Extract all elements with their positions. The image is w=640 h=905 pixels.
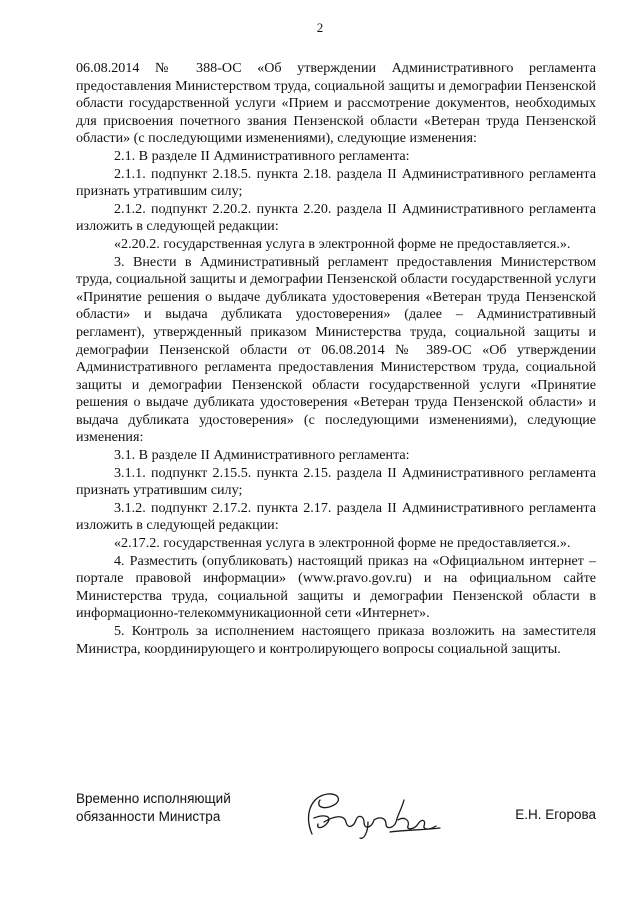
paragraph-5: 5. Контроль за исполнением настоящего приказа возложить на заместителя Министра, координирующего и контролирующего вопросы социальной защиты. <box>76 623 596 657</box>
page-number: 2 <box>316 20 324 35</box>
paragraph-3-1: 3.1. В разделе II Административного регламента: <box>114 447 410 464</box>
signature-block <box>76 786 596 846</box>
signatory-name: Е.Н. Егорова <box>515 807 596 822</box>
handwritten-signature <box>294 786 444 844</box>
signatory-title-line2: обязанности Министра <box>76 809 221 824</box>
paragraph-4: 4. Разместить (опубликовать) настоящий приказ на «Официальном интернет – портале правовой информации» (www.pravo.gov.ru) и на официальном сайте Министерства труда, социальной защиты и демографии Пензенской области в информационно-телекоммуникационной сети «Интернет». <box>76 552 596 622</box>
paragraph-3-1-1: 3.1.1. подпункт 2.15.5. пункта 2.15. раздела II Административного регламента признать утратившим силу; <box>76 464 596 499</box>
paragraph-quote-2-17-2: «2.17.2. государственная услуга в электронной форме не предоставляется.». <box>114 535 571 552</box>
document-body <box>76 60 596 658</box>
signatory-title <box>76 790 231 826</box>
paragraph-3: 3. Внести в Административный регламент предоставления Министерством труда, социальной защиты и демографии Пензенской области государственной услуги «Принятие решения о выдаче дубликата удостоверения «Ветеран труда Пензенской области» и выдача дубликата удостоверения» (далее – Административный регламент), утвержденный приказом Министерства труда, социальной защиты и демографии Пензенской области от 06.08.2014 № 389-ОС «Об утверждении Административного регламента предоставления Министерством труда, социальной защиты и демографии Пензенской области государственной услуги «Принятие решения о выдаче дубликата удостоверения «Ветеран труда Пензенской области» и выдача дубликата удостоверения» (с последующими изменениями), следующие изменения: <box>76 253 596 446</box>
paragraph-continuation: 06.08.2014 № 388-ОС «Об утверждении Административного регламента предоставления Министерством труда, социальной защиты и демографии Пензенской области государственной услуги «Прием и рассмотрение документов, необходимых для присвоения почетного звания Пензенской области «Ветеран труда Пензенской области» (с последующими изменениями), следующие изменения: <box>76 60 596 147</box>
signatory-title-line1: Временно исполняющий <box>76 791 231 806</box>
paragraph-2-1-2: 2.1.2. подпункт 2.20.2. пункта 2.20. раздела II Административного регламента изложить в следующей редакции: <box>76 200 596 235</box>
paragraph-quote-2-20-2: «2.20.2. государственная услуга в электронной форме не предоставляется.». <box>114 235 571 252</box>
paragraph-2-1-1: 2.1.1. подпункт 2.18.5. пункта 2.18. раздела II Административного регламента признать утратившим силу; <box>76 165 596 200</box>
paragraph-3-1-2: 3.1.2. подпункт 2.17.2. пункта 2.17. раздела II Административного регламента изложить в следующей редакции: <box>76 499 596 534</box>
paragraph-2-1: 2.1. В разделе II Административного регламента: <box>114 147 410 164</box>
